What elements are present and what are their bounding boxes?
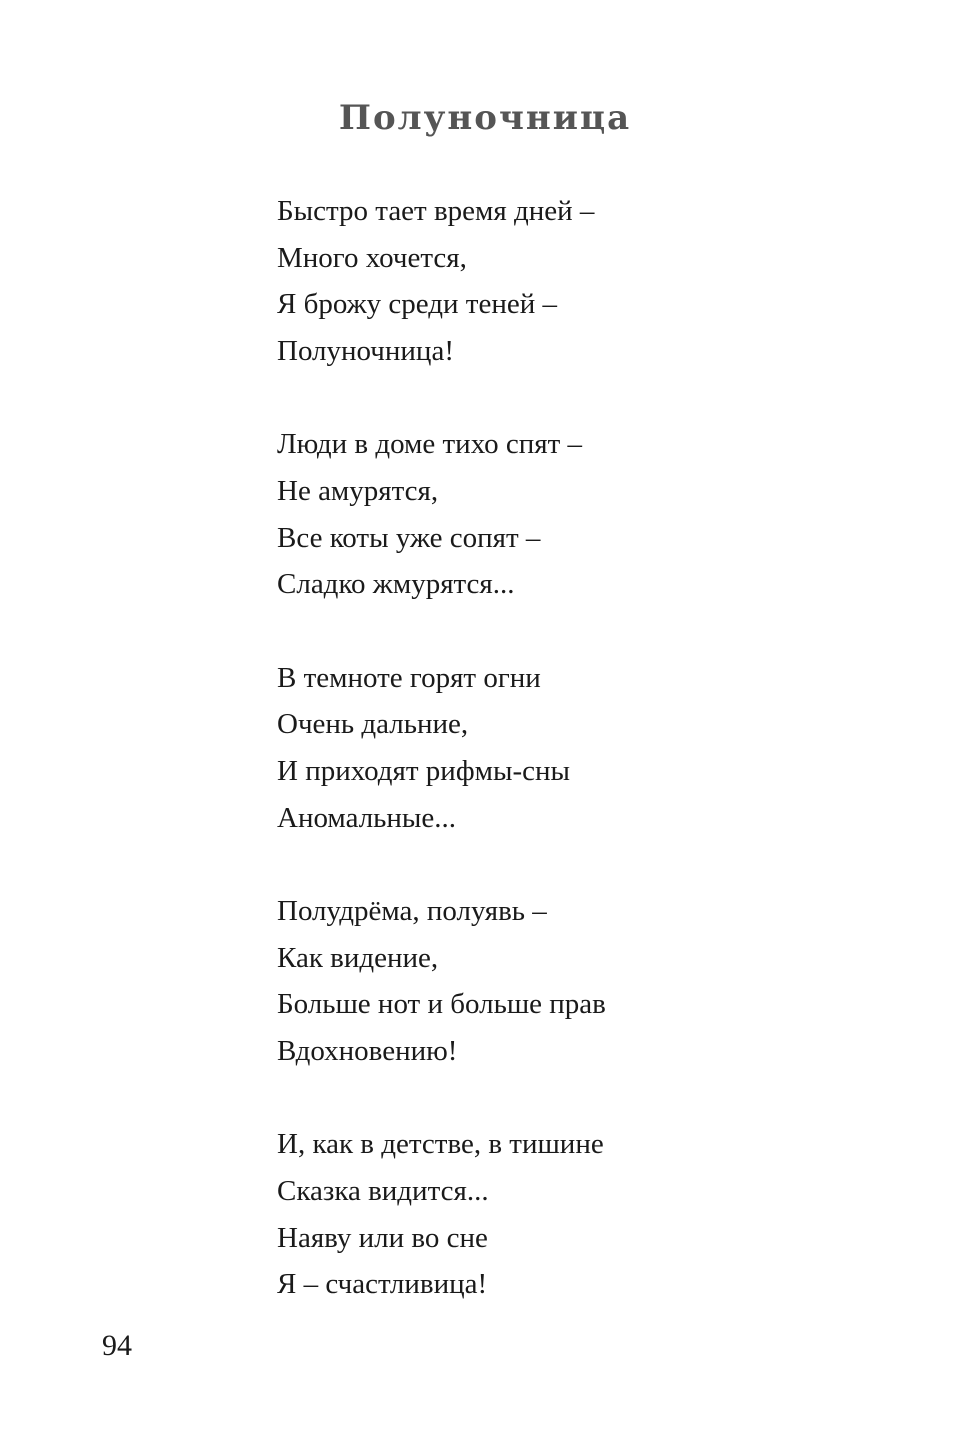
- poem-title: Полуночница: [338, 98, 632, 138]
- poem-line: Аномальные...: [277, 801, 457, 834]
- poem-line: Наяву или во сне: [277, 1221, 488, 1254]
- poem-line: Быстро тает время дней –: [277, 195, 595, 227]
- poem-line: Вдохновению!: [277, 1035, 458, 1068]
- poem-line: Много хочется,: [277, 241, 467, 274]
- poem-line: В темноте горят огни: [277, 661, 541, 694]
- poem-line: Полудрёма, полуявь –: [277, 894, 547, 927]
- poem-line: Я брожу среди теней –: [277, 288, 558, 321]
- poem-line: Не амурятся,: [277, 475, 439, 508]
- poem-line: И приходят рифмы-сны: [277, 755, 570, 788]
- stanza-2: [277, 421, 917, 608]
- poem-line: Сладко жмурятся...: [277, 568, 515, 601]
- page-number: 94: [102, 1329, 132, 1362]
- poem-line: Полуночница!: [277, 335, 454, 368]
- poem-line: Я – счастливица!: [277, 1268, 488, 1301]
- poem-line: Все коты уже сопят –: [277, 521, 541, 554]
- poem-line: Сказка видится...: [277, 1174, 489, 1207]
- poem-line: Люди в доме тихо спят –: [277, 428, 582, 461]
- stanza-4: [277, 888, 917, 1075]
- stanza-1: [277, 188, 917, 375]
- poem-line: Как видение,: [277, 941, 439, 974]
- poem-line: Очень дальние,: [277, 708, 469, 741]
- stanza-3: [277, 655, 917, 842]
- poem-line: И, как в детстве, в тишине: [277, 1128, 604, 1161]
- poem-body: [277, 188, 917, 1355]
- stanza-5: [277, 1121, 917, 1308]
- poem-line: Больше нот и больше прав: [277, 988, 606, 1021]
